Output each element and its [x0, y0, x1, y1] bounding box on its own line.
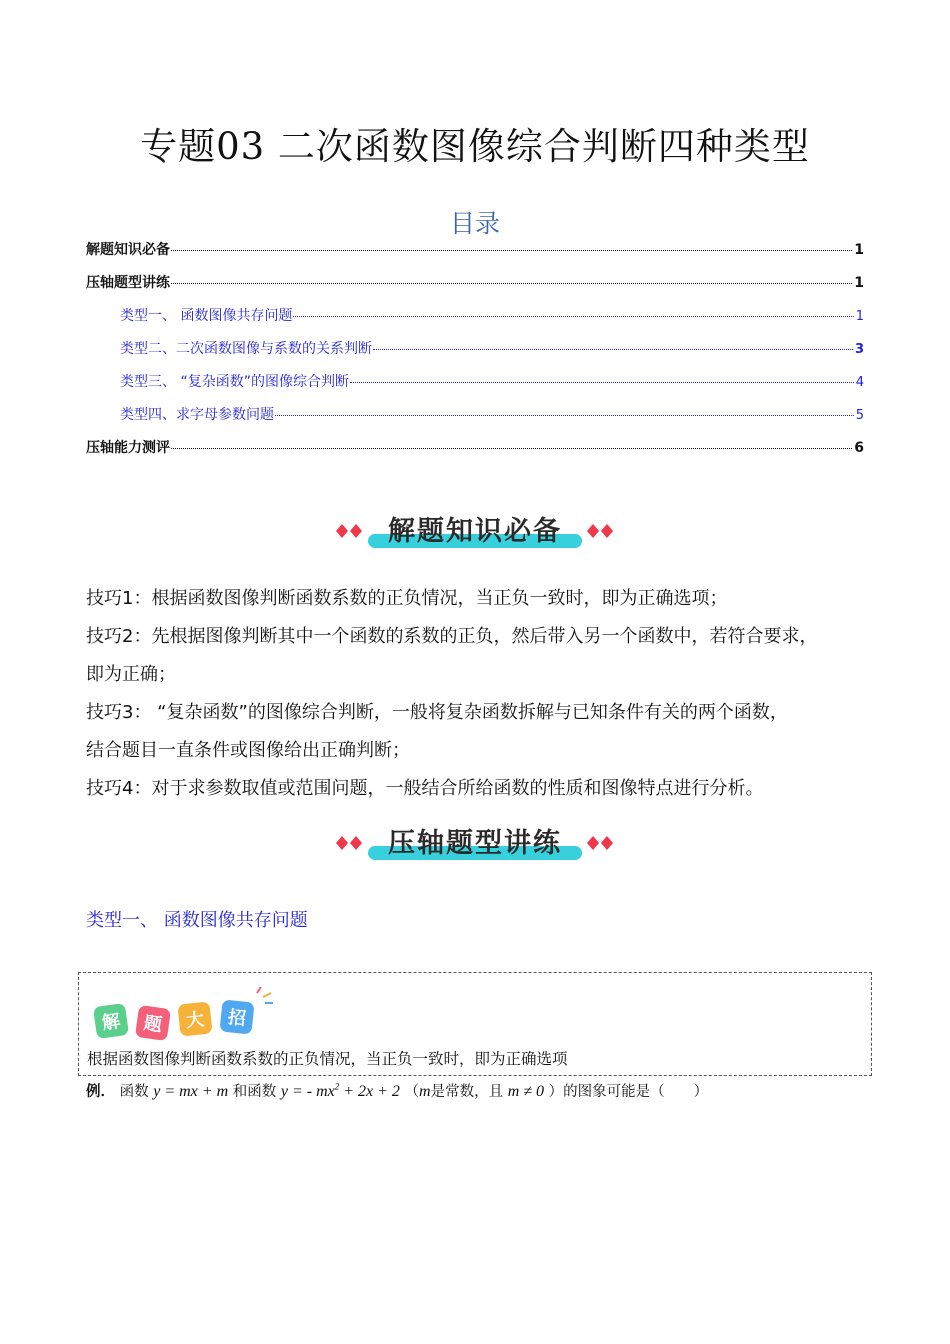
toc-entry-page: 6 [854, 440, 864, 456]
badge-char: 解 [100, 1010, 122, 1035]
toc-entry[interactable] [86, 267, 864, 300]
toc-entry-label: 类型二、二次函数图像与系数的关系判断 [120, 341, 372, 357]
badge-char: 题 [142, 1012, 164, 1037]
toc-entry[interactable] [86, 366, 864, 399]
toc-entry-page: 1 [854, 275, 864, 291]
example-text: 和函数 [232, 1084, 277, 1100]
diamond-decoration-icon [586, 834, 616, 852]
diamond-decoration-icon [335, 834, 365, 852]
badge-char: 大 [185, 1009, 206, 1032]
section-banner-practice [0, 824, 950, 870]
banner-title: 压轴题型讲练 [388, 828, 562, 859]
section-banner-knowledge [0, 512, 950, 558]
example-text: （ [404, 1084, 420, 1100]
formula-condition: m ≠ 0 [507, 1083, 545, 1100]
tip-line: 技巧2：先根据图像判断其中一个函数的系数的正负，然后带入另一个函数中，若符合要求， [86, 626, 818, 647]
formula-part: + 2x + 2 [339, 1083, 400, 1100]
toc-entry[interactable] [86, 399, 864, 432]
tip-line: 结合题目一直条件或图像给出正确判断； [86, 740, 410, 761]
toc-entry-page: 4 [855, 375, 864, 390]
table-of-contents [86, 234, 864, 465]
tips-list [86, 580, 886, 808]
section-type-heading: 类型一、 函数图像共存问题 [86, 910, 308, 931]
diamond-decoration-icon [586, 522, 616, 540]
example-lead: 例． [86, 1083, 115, 1100]
hint-text: 根据函数图像判断函数系数的正负情况，当正负一致时，即为正确选项 [87, 1050, 568, 1068]
toc-entry[interactable] [86, 432, 864, 465]
toc-entry[interactable] [86, 333, 864, 366]
toc-entry-page: 3 [854, 342, 864, 357]
toc-entry-label: 压轴能力测评 [86, 440, 170, 456]
toc-entry-label: 压轴题型讲练 [86, 275, 170, 291]
toc-leader [350, 382, 854, 383]
diamond-decoration-icon [335, 522, 365, 540]
toc-entry-label: 解题知识必备 [86, 242, 170, 258]
formula-part: y = - mx [280, 1083, 335, 1100]
formula-exponent: 2 [334, 1081, 340, 1092]
toc-leader [171, 283, 852, 284]
toc-entry[interactable] [86, 300, 864, 333]
toc-entry-page: 1 [855, 309, 864, 324]
example-question [86, 1080, 708, 1101]
example-text: ）的图象可能是（ ） [548, 1084, 709, 1100]
formula-variable: m [419, 1083, 431, 1100]
page-title: 专题03 二次函数图像综合判断四种类型 [140, 125, 810, 168]
formula-quadratic [281, 1083, 400, 1100]
toc-entry-label: 类型四、求字母参数问题 [120, 407, 274, 423]
hint-box [78, 972, 872, 1076]
toc-entry-label: 类型三、 “复杂函数”的图像综合判断 [120, 374, 349, 390]
badge-char: 招 [226, 1007, 247, 1030]
toc-heading: 目录 [449, 209, 500, 238]
toc-entry-page: 5 [855, 408, 864, 423]
toc-leader [275, 415, 854, 416]
toc-entry[interactable] [86, 234, 864, 267]
example-text: 是常数，且 [430, 1084, 504, 1100]
toc-entry-page: 1 [854, 242, 864, 258]
tip-line: 技巧3： “复杂函数”的图像综合判断，一般将复杂函数拆解与已知条件有关的两个函数， [86, 702, 788, 723]
tip-line: 技巧1：根据函数图像判断函数系数的正负情况，当正负一致时，即为正确选项； [86, 588, 728, 609]
solution-tips-badge-icon [91, 987, 281, 1049]
tip-line: 技巧4：对于求参数取值或范围问题，一般结合所给函数的性质和图像特点进行分析。 [86, 778, 764, 799]
toc-leader [293, 316, 853, 317]
toc-entry-label: 类型一、 函数图像共存问题 [120, 308, 293, 324]
toc-leader [373, 349, 853, 350]
example-text: 函数 [119, 1084, 149, 1100]
formula-linear: y = mx + m [153, 1083, 229, 1100]
toc-leader [171, 250, 852, 251]
banner-title: 解题知识必备 [388, 516, 562, 547]
tip-line: 即为正确； [86, 664, 176, 685]
toc-leader [171, 448, 852, 449]
